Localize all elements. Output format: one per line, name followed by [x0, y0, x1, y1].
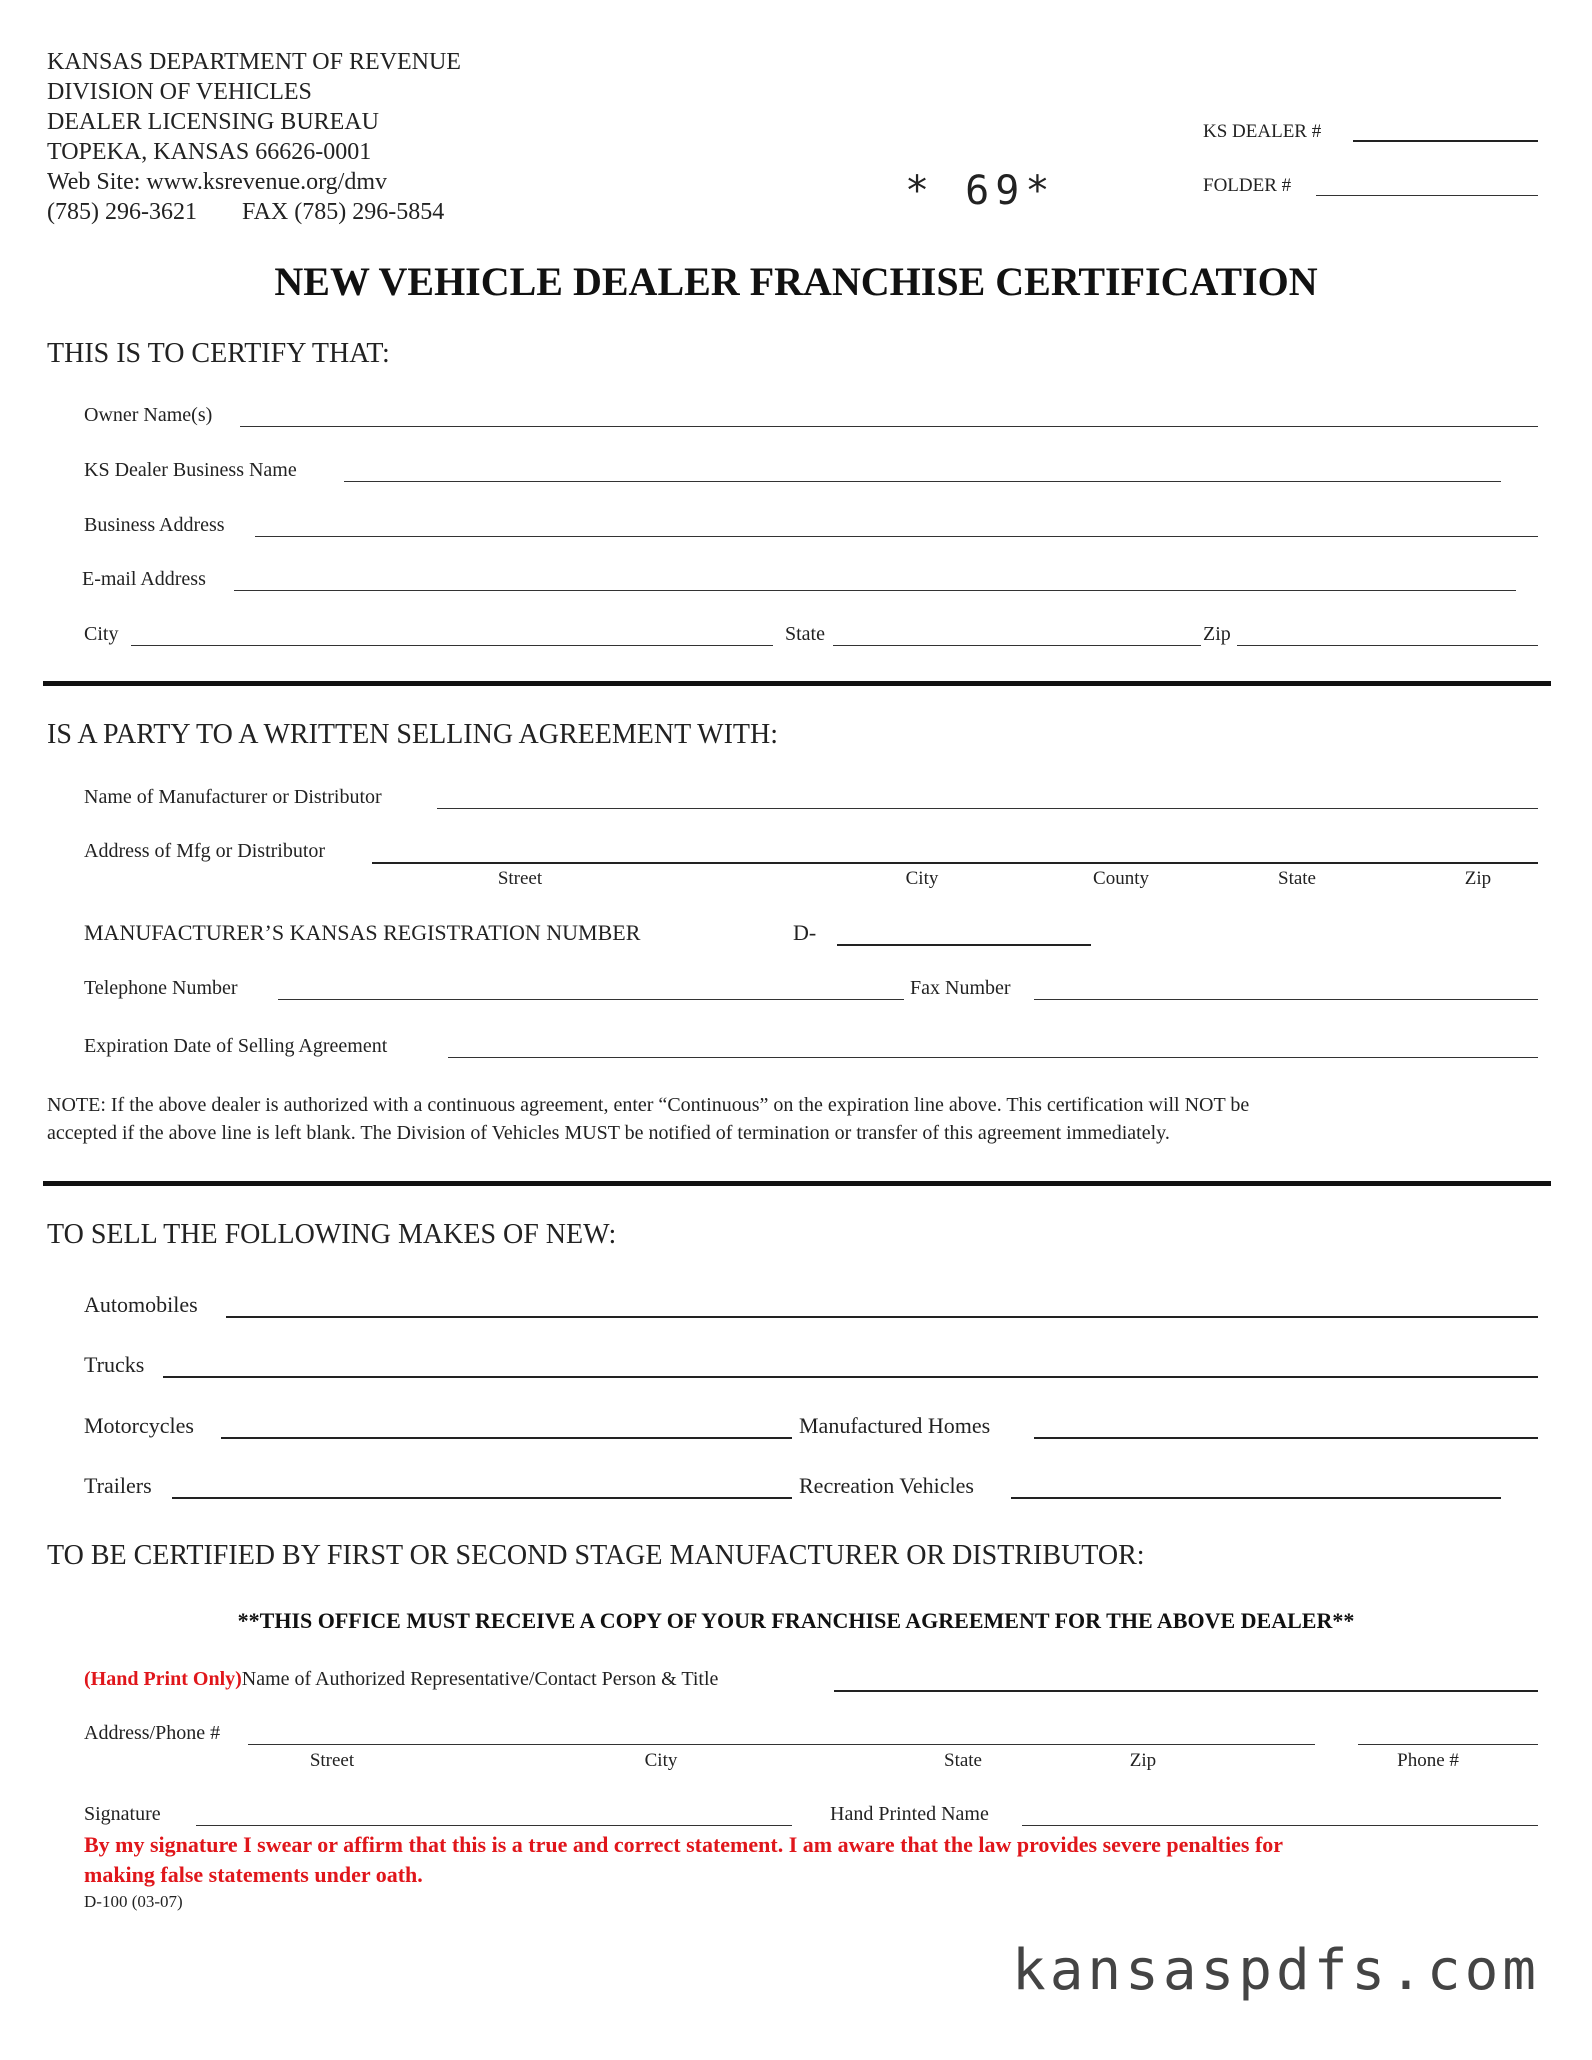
mfg-address-state-caption: State: [1278, 868, 1316, 889]
franchise-copy-notice: **THIS OFFICE MUST RECEIVE A COPY OF YOUR FRANCHISE AGREEMENT FOR THE ABOVE DEALER**: [237, 1608, 1355, 1633]
address-zip-caption: Zip: [1129, 1750, 1157, 1771]
signature-label: Signature: [84, 1803, 161, 1825]
section1-heading: THIS IS TO CERTIFY THAT:: [47, 338, 390, 369]
barcode-text: * 69*: [905, 168, 1056, 214]
trailers-label: Trailers: [84, 1473, 152, 1498]
mfg-address-label: Address of Mfg or Distributor: [84, 840, 326, 862]
ks-dealer-field[interactable]: [1353, 140, 1538, 142]
signature-field[interactable]: [196, 1825, 792, 1826]
mfg-address-zip-caption: Zip: [1464, 868, 1492, 889]
agency-name: KANSAS DEPARTMENT OF REVENUE: [47, 49, 461, 75]
section4-heading: TO BE CERTIFIED BY FIRST OR SECOND STAGE MANUFACTURER OR DISTRIBUTOR:: [47, 1540, 1145, 1571]
note-line-2: accepted if the above line is left blank. The Division of Vehicles MUST be notified of termination or transfer of this agreement immediately.: [47, 1122, 1170, 1144]
section-divider: [43, 681, 1551, 686]
folder-label: FOLDER #: [1203, 175, 1292, 196]
address-street-caption: Street: [309, 1750, 355, 1771]
hand-printed-name-field[interactable]: [1022, 1825, 1538, 1826]
oath-statement-line-2: making false statements under oath.: [84, 1862, 423, 1887]
phone-field[interactable]: [1358, 1744, 1538, 1745]
agency-division: DIVISION OF VEHICLES: [47, 79, 312, 105]
address-phone-label: Address/Phone #: [84, 1722, 221, 1744]
state-label: State: [785, 623, 825, 645]
business-address-label: Business Address: [84, 514, 225, 536]
trucks-label: Trucks: [84, 1352, 145, 1377]
agency-bureau: DEALER LICENSING BUREAU: [47, 109, 379, 135]
city-field[interactable]: [131, 645, 773, 646]
expiration-label: Expiration Date of Selling Agreement: [84, 1035, 388, 1057]
oath-statement-line-1: By my signature I swear or affirm that this is a true and correct statement. I am aware that the law provides severe penalties for: [84, 1832, 1284, 1857]
watermark: kansaspdfs.com: [1011, 1938, 1540, 2003]
expiration-field[interactable]: [448, 1057, 1538, 1058]
agency-phone: (785) 296-3621: [47, 199, 197, 225]
automobiles-field[interactable]: [226, 1316, 1538, 1318]
note-line-1: NOTE: If the above dealer is authorized with a continuous agreement, enter “Continuous” on the expiration line above. This certification will NOT be: [47, 1094, 1250, 1116]
agency-website: Web Site: www.ksrevenue.org/dmv: [47, 169, 388, 195]
fax-label: Fax Number: [910, 977, 1011, 999]
manufacturer-name-label: Name of Manufacturer or Distributor: [84, 786, 382, 808]
address-state-caption: State: [944, 1750, 982, 1771]
folder-field[interactable]: [1316, 195, 1538, 196]
mfg-address-street-caption: Street: [497, 868, 543, 889]
recreation-vehicles-field[interactable]: [1011, 1497, 1501, 1499]
manufactured-homes-label: Manufactured Homes: [799, 1413, 991, 1438]
agency-fax: FAX (785) 296-5854: [242, 199, 445, 225]
trailers-field[interactable]: [172, 1497, 792, 1499]
hand-print-only-label: (Hand Print Only): [84, 1668, 242, 1690]
manufacturer-name-field[interactable]: [437, 808, 1538, 809]
telephone-field[interactable]: [278, 999, 904, 1000]
state-field[interactable]: [833, 645, 1201, 646]
automobiles-label: Automobiles: [84, 1292, 198, 1317]
telephone-label: Telephone Number: [84, 977, 238, 999]
city-label: City: [84, 623, 119, 645]
mfg-address-city-caption: City: [905, 868, 939, 889]
ks-dealer-label: KS DEALER #: [1203, 121, 1322, 142]
representative-field[interactable]: [834, 1690, 1538, 1692]
registration-prefix: D-: [793, 920, 817, 945]
owner-name-field[interactable]: [240, 426, 1538, 427]
fax-field[interactable]: [1034, 999, 1538, 1000]
mfg-address-field[interactable]: [372, 862, 1538, 864]
section2-heading: IS A PARTY TO A WRITTEN SELLING AGREEMENT WITH:: [47, 719, 779, 750]
owner-name-label: Owner Name(s): [84, 404, 213, 426]
registration-number-field[interactable]: [837, 944, 1091, 946]
phone-caption: Phone #: [1397, 1750, 1459, 1771]
representative-row: [84, 1668, 718, 1691]
mfg-address-county-caption: County: [1093, 868, 1149, 889]
business-address-field[interactable]: [255, 536, 1538, 537]
address-field[interactable]: [248, 1744, 1315, 1745]
representative-label: Name of Authorized Representative/Contact Person & Title: [241, 1668, 719, 1690]
trucks-field[interactable]: [163, 1376, 1538, 1378]
motorcycles-field[interactable]: [221, 1437, 792, 1439]
form-title: NEW VEHICLE DEALER FRANCHISE CERTIFICATION: [274, 259, 1318, 304]
motorcycles-label: Motorcycles: [84, 1413, 194, 1438]
zip-label: Zip: [1203, 623, 1231, 645]
form-number: D-100 (03-07): [84, 1892, 183, 1911]
email-label: E-mail Address: [82, 568, 206, 590]
manufactured-homes-field[interactable]: [1034, 1437, 1538, 1439]
section3-heading: TO SELL THE FOLLOWING MAKES OF NEW:: [47, 1219, 617, 1250]
registration-label: MANUFACTURER’S KANSAS REGISTRATION NUMBER: [84, 920, 641, 945]
zip-field[interactable]: [1237, 645, 1538, 646]
address-city-caption: City: [644, 1750, 678, 1771]
business-name-field[interactable]: [344, 481, 1501, 482]
agency-address: TOPEKA, KANSAS 66626-0001: [47, 139, 372, 165]
email-field[interactable]: [234, 590, 1516, 591]
hand-printed-name-label: Hand Printed Name: [830, 1803, 989, 1825]
business-name-label: KS Dealer Business Name: [84, 459, 297, 481]
recreation-vehicles-label: Recreation Vehicles: [799, 1473, 974, 1498]
section-divider: [43, 1181, 1551, 1186]
